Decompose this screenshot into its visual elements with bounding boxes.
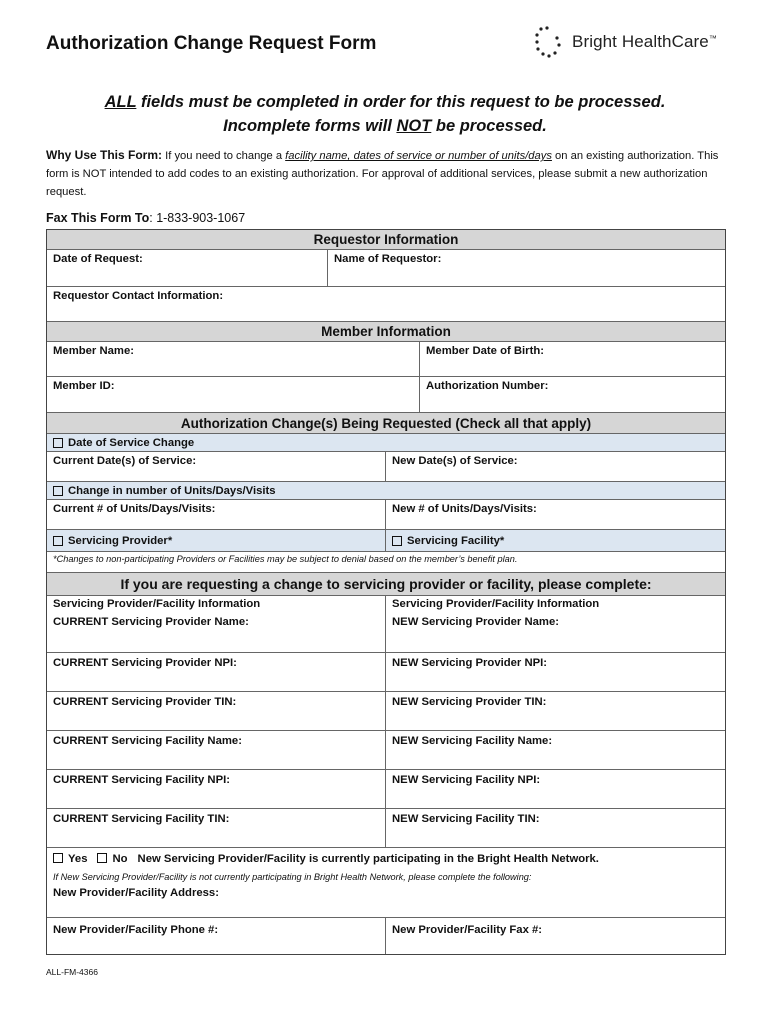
requestor-header: Requestor Information	[47, 230, 725, 250]
current-facility-tin-field[interactable]: CURRENT Servicing Facility TIN:	[47, 809, 386, 847]
bright-dots-icon	[534, 26, 564, 58]
current-provider-npi-field[interactable]: CURRENT Servicing Provider NPI:	[47, 653, 386, 691]
why-use-paragraph: Why Use This Form: If you need to change a facility name, dates of service or number of units/days on an existing authorization. This form is NOT intended to add codes to an existing authorization. For approval of additional services, please submit a new authorization request.	[46, 148, 719, 198]
checkbox-icon	[392, 536, 402, 546]
requestor-contact-field[interactable]: Requestor Contact Information:	[53, 290, 224, 302]
date-of-request-field[interactable]: Date of Request:	[47, 250, 328, 286]
units-change-checkbox[interactable]: Change in number of Units/Days/Visits	[47, 482, 725, 500]
new-facility-tin-field[interactable]: NEW Servicing Facility TIN:	[392, 813, 540, 825]
servicing-facility-checkbox[interactable]: Servicing Facility*	[386, 530, 725, 551]
provider-info-subheader-left: Servicing Provider/Facility Information	[47, 596, 386, 615]
new-provider-name-field[interactable]: NEW Servicing Provider Name:	[392, 616, 559, 628]
new-provider-address-field[interactable]: New Provider/Facility Address:	[53, 887, 219, 899]
brand-logo	[534, 26, 717, 58]
non-participating-note: *Changes to non-participating Providers or Facilities may be subject to denial based on the member’s benefit plan.	[53, 554, 518, 564]
checkbox-icon	[53, 536, 63, 546]
new-facility-npi-field[interactable]: NEW Servicing Facility NPI:	[392, 774, 541, 786]
form-title: Authorization Change Request Form	[46, 33, 377, 54]
checkbox-icon	[97, 853, 107, 863]
authorization-form	[46, 229, 726, 955]
new-facility-name-field[interactable]: NEW Servicing Facility Name:	[392, 735, 553, 747]
no-checkbox[interactable]: No	[97, 853, 127, 865]
checkbox-icon	[53, 853, 63, 863]
checkbox-icon	[53, 438, 63, 448]
completion-notice: ALL fields must be completed in order for this request to be processed. Incomplete forms will NOT be processed.	[104, 93, 666, 135]
member-header: Member Information	[47, 322, 725, 342]
form-id-footer: ALL-FM-4366	[46, 967, 98, 977]
servicing-provider-checkbox[interactable]: Servicing Provider*	[47, 530, 386, 551]
new-provider-tin-field[interactable]: NEW Servicing Provider TIN:	[392, 696, 547, 708]
new-provider-phone-field[interactable]: New Provider/Facility Phone #:	[47, 918, 386, 954]
member-id-field[interactable]: Member ID:	[47, 377, 420, 412]
network-statement: New Servicing Provider/Facility is currently participating in the Bright Health Network.	[137, 853, 599, 865]
date-of-service-checkbox[interactable]: Date of Service Change	[47, 434, 725, 452]
member-name-field[interactable]: Member Name:	[47, 342, 420, 376]
new-dos-field[interactable]: New Date(s) of Service:	[392, 455, 518, 467]
changes-header: Authorization Change(s) Being Requested (Check all that apply)	[47, 413, 725, 434]
provider-section-header: If you are requesting a change to servicing provider or facility, please complete:	[47, 573, 725, 596]
yes-checkbox[interactable]: Yes	[53, 853, 87, 865]
new-provider-fax-field[interactable]: New Provider/Facility Fax #:	[392, 924, 543, 936]
provider-info-subheader-right: Servicing Provider/Facility Information	[392, 598, 600, 610]
fax-line: Fax This Form To: 1-833-903-1067	[46, 211, 246, 225]
member-dob-field[interactable]: Member Date of Birth:	[426, 345, 544, 357]
brand-name: Bright HealthCare™	[572, 32, 717, 51]
new-provider-npi-field[interactable]: NEW Servicing Provider NPI:	[392, 657, 548, 669]
current-provider-tin-field[interactable]: CURRENT Servicing Provider TIN:	[47, 692, 386, 730]
network-note: If New Servicing Provider/Facility is not currently participating in Bright Health Network, please complete the following:	[53, 872, 532, 882]
new-units-field[interactable]: New # of Units/Days/Visits:	[392, 503, 537, 515]
current-facility-name-field[interactable]: CURRENT Servicing Facility Name:	[47, 731, 386, 769]
name-of-requestor-field[interactable]: Name of Requestor:	[334, 253, 442, 265]
current-dos-field[interactable]: Current Date(s) of Service:	[47, 452, 386, 481]
current-provider-name-field[interactable]: CURRENT Servicing Provider Name:	[47, 615, 386, 652]
checkbox-icon	[53, 486, 63, 496]
current-facility-npi-field[interactable]: CURRENT Servicing Facility NPI:	[47, 770, 386, 808]
authorization-number-field[interactable]: Authorization Number:	[426, 380, 549, 392]
current-units-field[interactable]: Current # of Units/Days/Visits:	[47, 500, 386, 529]
